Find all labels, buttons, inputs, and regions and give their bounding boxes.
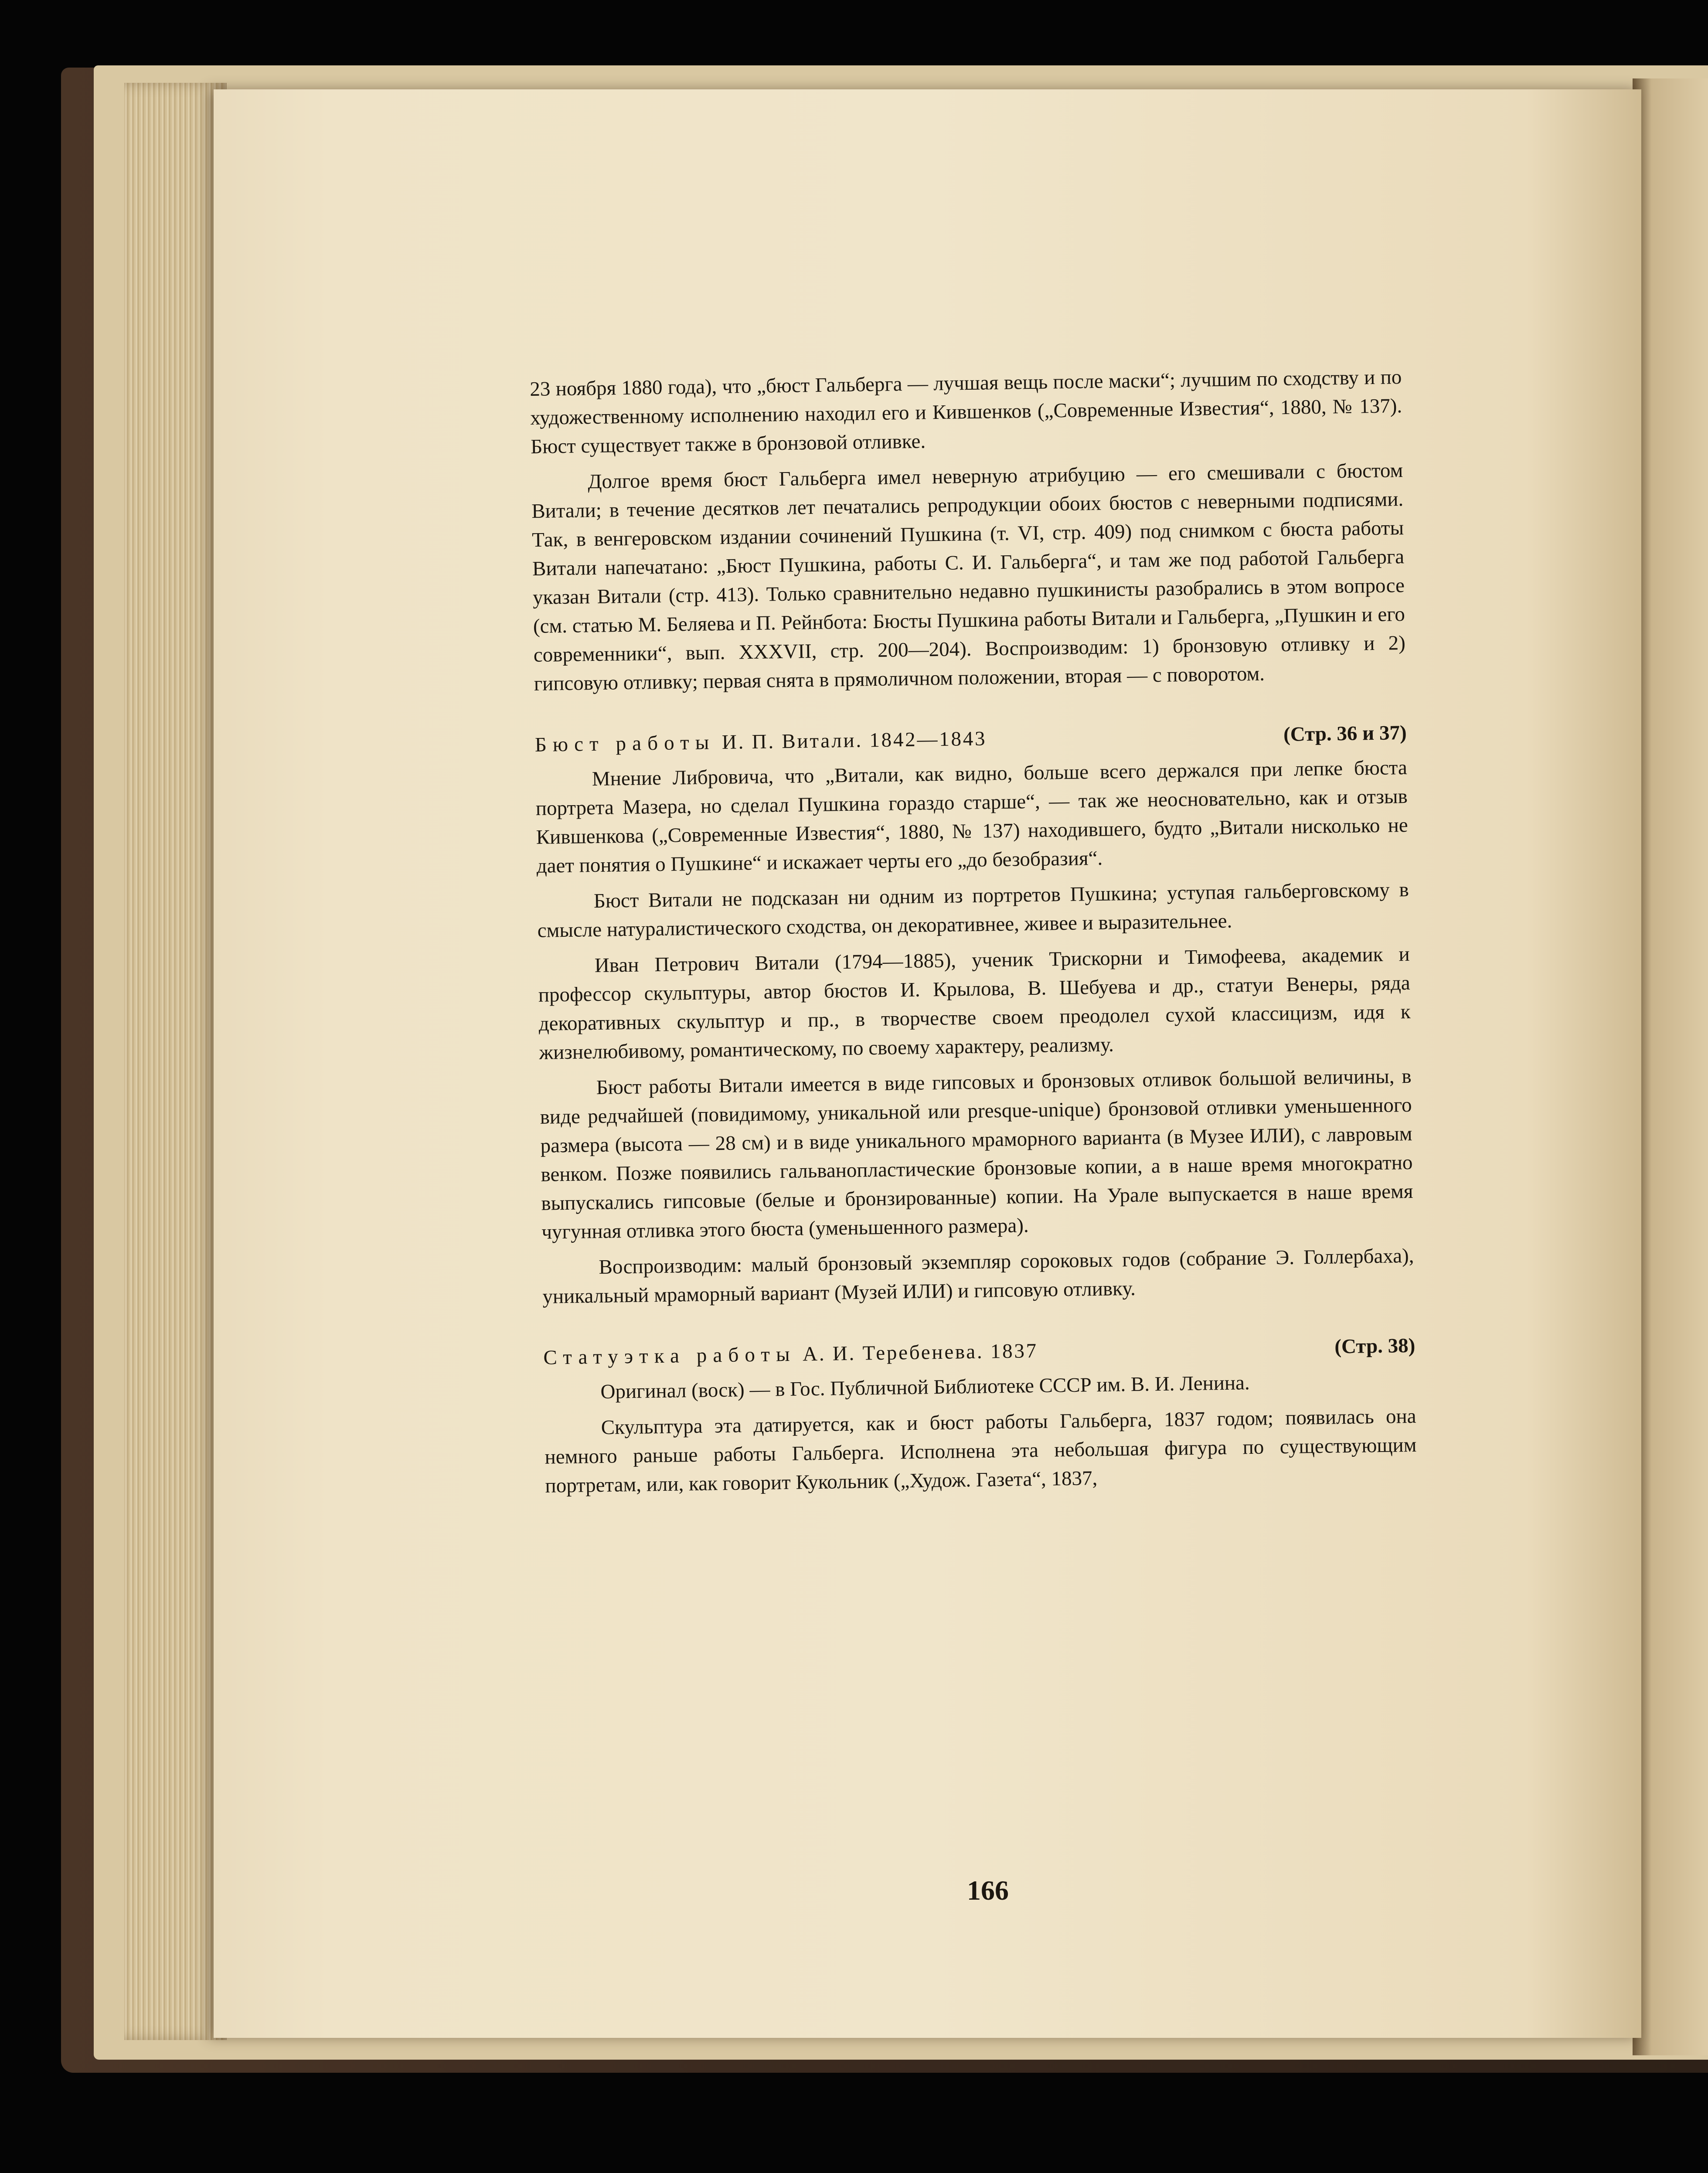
section-title-year: 1837: [990, 1339, 1038, 1363]
section-title-name: А. И. Теребенева.: [802, 1340, 984, 1366]
paragraph: Долгое время бюст Гальберга имел неверную атрибуцию — его смешивали с бюстом Витали; в течение десятков лет печатались репродукции обоих бюстов с неверными подписями. Так, в венгеровском издании сочинений Пушкина (т. VI, стр. 409) под снимком с бюста работы Витали напечатано: „Бюст Пушкина, работы С. И. Гальберга“, и там же под работой Гальберга указан Витали (стр. 413). Только сравнительно недавно пушкинисты разобрались в этом вопросе (см. статью М. Беляева и П. Рейнбота: Бюсты Пушкина работы Витали и Гальберга, „Пушкин и его современники“, вып. XXXVII, стр. 200—204). Воспроизводим: 1) бронзовую отливку и 2) гипсовую отливку; первая снята в прямоличном положении, вторая — с поворотом.: [531, 459, 1406, 695]
section-heading-vitali: [534, 718, 1407, 759]
facing-page-edge: [1633, 78, 1708, 2055]
paragraph: 23 ноября 1880 года), что „бюст Гальберга — лучшая вещь после маски“; лучшим по сходству и по художественному исполнению находил его и Кившенков („Современные Известия“, 1880, № 137). Бюст существует также в бронзовой отливке.: [530, 366, 1402, 458]
page-text: [530, 363, 1417, 1507]
page-edges: [124, 83, 227, 2040]
paragraph: Скульптура эта датируется, как и бюст работы Гальберга, 1837 годом; появилась она немного раньше работы Гальберга. Исполнена эта небольшая фигура по существующим портретам, или, как говорит Кукольник („Худож. Газета“, 1837,: [544, 1404, 1417, 1497]
paragraph: Иван Петрович Витали (1794—1885), ученик Трискорни и Тимофеева, академик и профессор скульптуры, автор бюстов И. Крылова, В. Шебуева и др., статуи Венеры, ряда декоративных скульптур и пр., в творчестве своем преодолел сухой классицизм, идя к жизнелюбивому, романтическому, по своему характеру, реализму.: [538, 942, 1411, 1064]
section-page-ref: (Стр. 38): [1334, 1334, 1415, 1358]
section-title-name: И. П. Витали.: [721, 729, 863, 754]
section-title-spaced: Статуэтка работы: [543, 1343, 796, 1369]
section-title: [543, 1336, 1038, 1372]
section-title-spaced: Бюст работы: [534, 731, 715, 756]
section-title-year: 1842—1843: [869, 727, 987, 752]
paragraph: Бюст работы Витали имеется в виде гипсовых и бронзовых отливок большой величины, в виде редчайшей (повидимому, уникальной или presque-unique) бронзовой отливки уменьшенного размера (высота — 28 см) и в виде уникального мраморного варианта (в Музее ИЛИ), с лавровым венком. Позже появились гальванопластические бронзовые копии, а в наше время многократно выпускались гипсовые (белые и бронзированные) копии. На Урале выпускается в наше время чугунная отливка этого бюста (уменьшенного размера).: [540, 1064, 1413, 1244]
paragraph: Бюст Витали не подсказан ни одним из портретов Пушкина; уступая гальберговскому в смысле натуралистического сходства, он декоративнее, живее и выразительнее.: [537, 878, 1409, 942]
section-page-ref: (Стр. 36 и 37): [1283, 721, 1407, 746]
section-title: [534, 724, 987, 759]
paragraph: Мнение Либровича, что „Витали, как видно, больше всего держался при лепке бюста портрета Мазера, но сделал Пушкина гораздо старше“, — так же неосновательно, как и отзыв Кившенкова („Современные Известия“, 1880, № 137) находившего, будто „Витали нисколько не дает понятия о Пушкине“ и искажает черты его „до безобразия“.: [535, 756, 1408, 877]
page-number: 166: [967, 1875, 1009, 1906]
section-heading-terebenev: [543, 1331, 1415, 1372]
paragraph: Воспроизводим: малый бронзовый экземпляр сороковых годов (собрание Э. Голлербаха), уникальный мраморный вариант (Музей ИЛИ) и гипсовую отливку.: [542, 1244, 1414, 1308]
paragraph: Оригинал (воск) — в Гос. Публичной Библиотеке СССР им. В. И. Ленина.: [600, 1371, 1250, 1403]
